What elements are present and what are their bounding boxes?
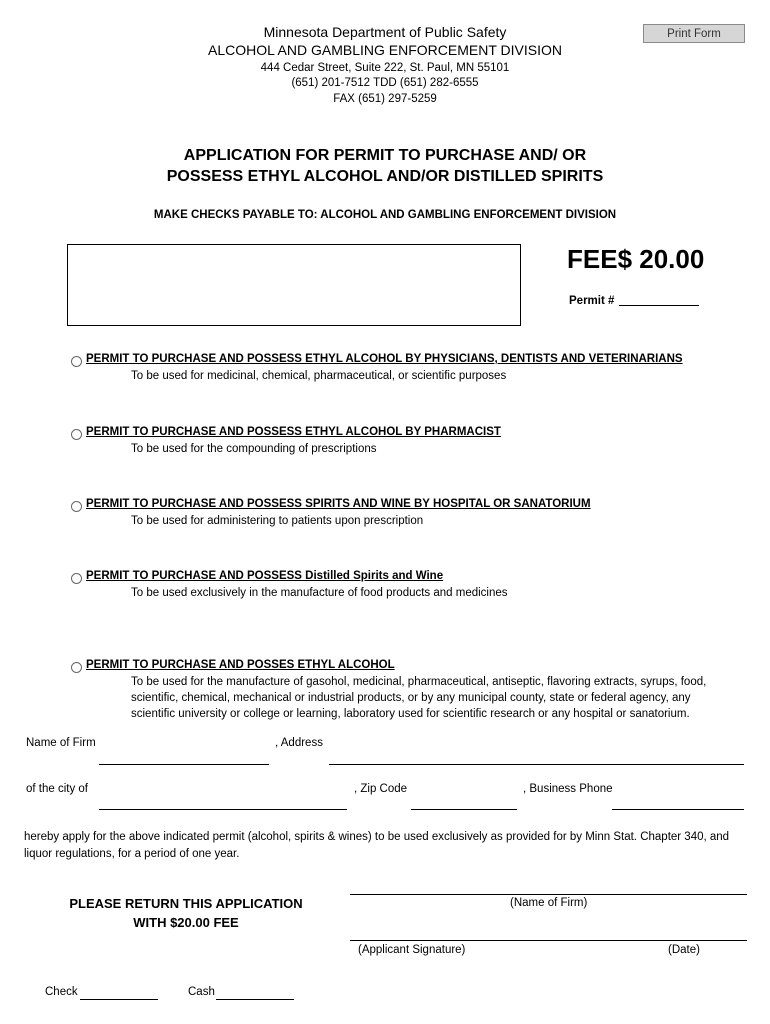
form-title-line1: APPLICATION FOR PERMIT TO PURCHASE AND/ OR (183, 147, 587, 164)
business-phone-field[interactable] (612, 809, 744, 810)
permit-number-field[interactable] (619, 305, 699, 306)
date-caption: (Date) (668, 944, 700, 956)
firm-name-caption: (Name of Firm) (510, 897, 588, 909)
permit-option-title-1: PERMIT TO PURCHASE AND POSSESS ETHYL ALCOHOL BY PHYSICIANS, DENTISTS AND VETERINARIANS (86, 353, 683, 365)
permit-option-radio-5[interactable] (71, 662, 82, 673)
zip-code-label: , Zip Code (354, 783, 408, 795)
zip-code-field[interactable] (411, 809, 517, 810)
check-label: Check (45, 986, 78, 998)
applicant-signature-caption: (Applicant Signature) (358, 944, 466, 956)
checks-payable-notice: MAKE CHECKS PAYABLE TO: ALCOHOL AND GAMBLING ENFORCEMENT DIVISION (153, 209, 617, 221)
permit-option-title-3: PERMIT TO PURCHASE AND POSSESS SPIRITS AND WINE BY HOSPITAL OR SANATORIUM (86, 498, 591, 510)
cash-field[interactable] (216, 999, 294, 1000)
permit-option-desc-5b: scientific, chemical, mechanical or industrial products, or by any municipal county, state or federal agency, any (131, 692, 691, 704)
applicant-signature-field[interactable] (350, 940, 747, 941)
check-field[interactable] (80, 999, 158, 1000)
official-use-box (67, 244, 521, 326)
return-notice-line1: PLEASE RETURN THIS APPLICATION (69, 896, 303, 911)
address-field[interactable] (329, 764, 744, 765)
city-label: of the city of (26, 783, 89, 795)
permit-option-title-4: PERMIT TO PURCHASE AND POSSESS Distilled Spirits and Wine (86, 570, 444, 582)
division-address: 444 Cedar Street, Suite 222, St. Paul, MN 55101 (260, 62, 510, 74)
fee-amount: FEE$ 20.00 (567, 244, 705, 274)
department-name: Minnesota Department of Public Safety (263, 24, 507, 40)
permit-option-desc-5a: To be used for the manufacture of gasohol, medicinal, pharmaceutical, antiseptic, flavoring extracts, syrups, food, (131, 676, 707, 688)
permit-option-radio-3[interactable] (71, 501, 82, 512)
permit-number-label: Permit # (569, 295, 615, 307)
firm-name-signature-field[interactable] (350, 894, 747, 895)
form-title-line2: POSSESS ETHYL ALCOHOL AND/OR DISTILLED SPIRITS (166, 168, 604, 185)
permit-option-desc-2: To be used for the compounding of prescriptions (131, 443, 377, 455)
return-notice-line2: WITH $20.00 FEE (133, 915, 239, 930)
application-statement: hereby apply for the above indicated permit (alcohol, spirits & wines) to be used exclusively as provided for by Minn Stat. Chapter 340, and liquor regulations, for a period of one year. (24, 831, 730, 860)
division-fax: FAX (651) 297-5259 (333, 93, 437, 105)
permit-option-title-5: PERMIT TO PURCHASE AND POSSES ETHYL ALCOHOL (86, 659, 395, 671)
name-of-firm-label: Name of Firm (26, 737, 96, 749)
division-name: ALCOHOL AND GAMBLING ENFORCEMENT DIVISION (208, 42, 562, 58)
permit-option-radio-4[interactable] (71, 573, 82, 584)
cash-label: Cash (188, 986, 215, 998)
permit-option-radio-1[interactable] (71, 356, 82, 367)
permit-option-title-2: PERMIT TO PURCHASE AND POSSESS ETHYL ALCOHOL BY PHARMACIST (86, 426, 501, 438)
permit-option-desc-3: To be used for administering to patients upon prescription (131, 515, 424, 527)
permit-option-desc-5c: scientific university or college or learning, laboratory used for scientific research or any hospital or sanatorium. (131, 708, 690, 720)
city-field[interactable] (99, 809, 347, 810)
permit-option-radio-2[interactable] (71, 429, 82, 440)
name-of-firm-field[interactable] (99, 764, 269, 765)
business-phone-label: , Business Phone (523, 783, 613, 795)
permit-option-desc-1: To be used for medicinal, chemical, pharmaceutical, or scientific purposes (131, 370, 507, 382)
permit-option-desc-4: To be used exclusively in the manufacture of food products and medicines (131, 587, 508, 599)
division-phones: (651) 201-7512 TDD (651) 282-6555 (291, 77, 479, 89)
print-form-button[interactable]: Print Form (643, 24, 745, 43)
address-label: , Address (275, 737, 323, 749)
